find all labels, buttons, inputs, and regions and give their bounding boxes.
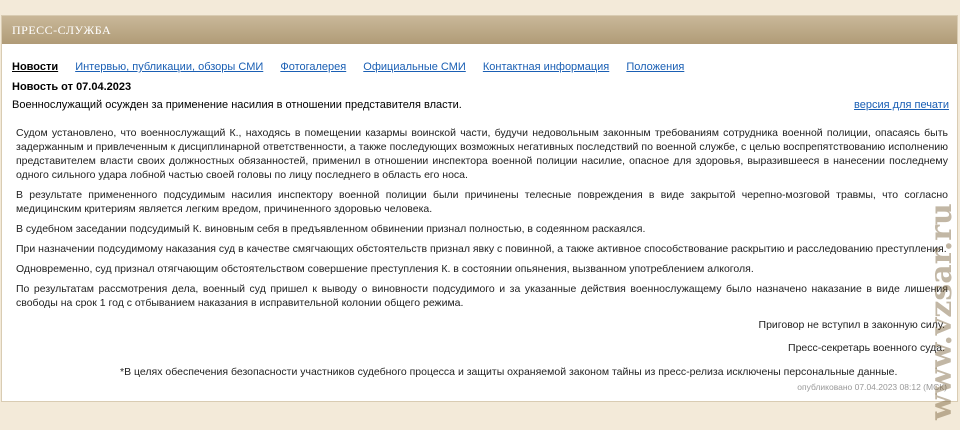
news-paragraph: По результатам рассмотрения дела, военный суд пришел к выводу о виновности подсудимого и за указанные действия военнослужащему было назначено наказание в виде лишения свободы на срок 1 год с отбыванием наказания в исправительной колонии общего режима.	[16, 283, 948, 309]
tab-photogallery[interactable]: Фотогалерея	[280, 61, 347, 73]
news-paragraph: Одновременно, суд признал отягчающим обстоятельством совершение преступления К. в состоянии опьянения, вызванном употреблением алкоголя.	[16, 263, 754, 275]
press-panel	[1, 15, 958, 402]
nav-tabs	[12, 61, 698, 73]
print-version-link[interactable]: версия для печати	[854, 99, 949, 111]
verdict-note: Приговор не вступил в законную силу.	[758, 319, 945, 331]
news-paragraph: При назначении подсудимому наказания суд в качестве смягчающих обстоятельств признал явку с повинной, а также активное способствование раскрытию и расследованию преступления.	[16, 243, 947, 255]
tab-official-media[interactable]: Официальные СМИ	[363, 61, 466, 73]
news-paragraph: В судебном заседании подсудимый К. виновным себя в предъявленном обвинении признал полностью, в содеянном раскаялся.	[16, 223, 646, 235]
news-date: Новость от 07.04.2023	[12, 81, 132, 93]
panel-header: ПРЕСС-СЛУЖБА	[2, 16, 957, 44]
tab-contacts[interactable]: Контактная информация	[482, 61, 610, 73]
disclaimer: *В целях обеспечения безопасности участников судебного процесса и защиты охраняемой законом тайны из пресс-релиза исключены персональные данные.	[120, 366, 898, 378]
site-watermark: www.vzsar.ru	[924, 203, 959, 420]
tab-interviews[interactable]: Интервью, публикации, обзоры СМИ	[75, 61, 264, 73]
news-headline: Военнослужащий осужден за применение насилия в отношении представителя власти.	[12, 99, 462, 111]
news-paragraph: В результате примененного подсудимым насилия инспектору военной полиции были причинены телесные повреждения в виде закрытой черепно-мозговой травмы, что согласно медицинским критериям является легким вредом, причиненного здоровью человека.	[16, 189, 948, 215]
tab-news[interactable]: Новости	[12, 61, 59, 73]
tab-regulations[interactable]: Положения	[626, 61, 685, 73]
press-secretary-signature: Пресс-секретарь военного суда.	[788, 342, 945, 354]
published-timestamp: опубликовано 07.04.2023 08:12 (МСК)	[797, 382, 947, 392]
news-body	[16, 126, 948, 316]
news-paragraph: Судом установлено, что военнослужащий К., находясь в помещении казармы воинской части, будучи недовольным законным требованиям сотрудника военной полиции, опасаясь быть задержанным и привлеченным к дисциплинарной ответственности, а также последующих возможных негативных последствий по военной службе, с целью воспрепятствованию исполнению представителем власти своих должностных обязанностей, применил в отношении инспектора военной полиции насилие, опасное для здоровья, выразившееся в нанесении последнему одного сильного удара лобной частью своей головы по лицу последнего в область его носа.	[16, 127, 948, 181]
